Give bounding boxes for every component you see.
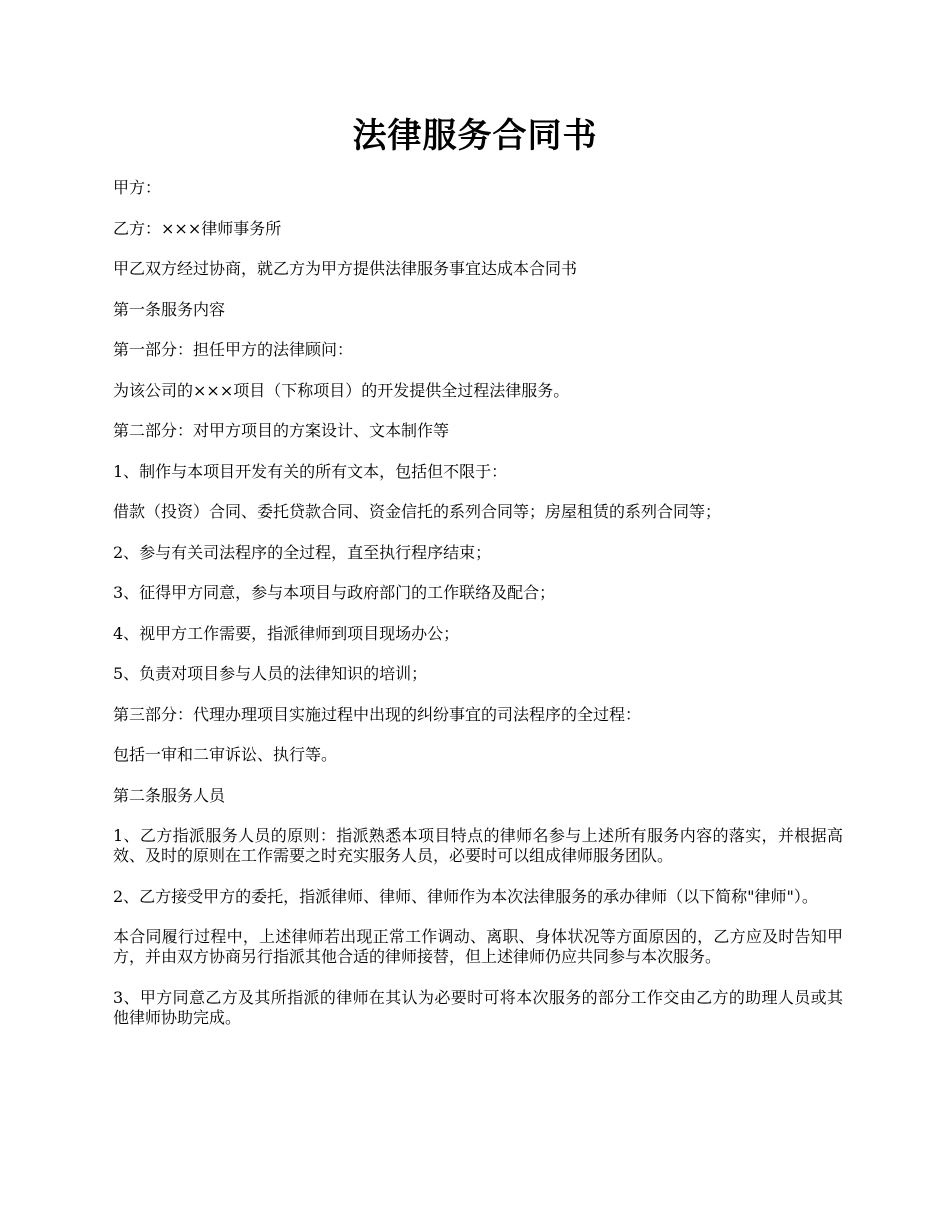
article-2-heading: 第二条服务人员 <box>113 785 226 805</box>
list-item-2: 2、参与有关司法程序的全过程，直至执行程序结束； <box>113 542 492 562</box>
list-item-4: 4、视甲方工作需要，指派律师到项目现场办公； <box>113 623 460 643</box>
party-a-line: 甲方： <box>113 178 162 197</box>
list-item-1: 1、制作与本项目开发有关的所有文本，包括但不限于： <box>113 461 508 481</box>
part-1-paragraph: 为该公司的×××项目（下称项目）的开发提供全过程法律服务。 <box>113 380 570 400</box>
article-2-item-2-note: 本合同履行过程中，上述律师若出现正常工作调动、离职、身体状况等方面原因的，乙方应及时告知甲方，并由双方协商另行指派其他合适的律师接替，但上述律师仍应共同参与本次服务。 <box>113 927 843 966</box>
list-item-1-detail: 借款（投资）合同、委托贷款合同、资金信托的系列合同等；房屋租赁的系列合同等； <box>113 502 722 521</box>
list-item-5: 5、负责对项目参与人员的法律知识的培训； <box>113 664 428 683</box>
part-1-heading: 第一部分：担任甲方的法律顾问： <box>113 340 354 359</box>
document-body <box>113 178 843 1048</box>
article-1-heading: 第一条服务内容 <box>113 299 226 319</box>
party-b-line: 乙方：×××律师事务所 <box>113 218 282 238</box>
part-3-heading: 第三部分：代理办理项目实施过程中出现的纠纷事宜的司法程序的全过程： <box>113 704 642 724</box>
part-3-paragraph: 包括一审和二审诉讼、执行等。 <box>113 745 338 764</box>
article-2-item-3: 3、甲方同意乙方及其所指派的律师在其认为必要时可将本次服务的部分工作交由乙方的助理人员或其他律师协助完成。 <box>113 987 843 1027</box>
list-item-3: 3、征得甲方同意，参与本项目与政府部门的工作联络及配合； <box>113 583 556 602</box>
document-title: 法律服务合同书 <box>352 116 598 156</box>
article-2-item-1: 1、乙方指派服务人员的原则：指派熟悉本项目特点的律师名参与上述所有服务内容的落实，并根据高效、及时的原则在工作需要之时充实服务人员，必要时可以组成律师服务团队。 <box>113 826 843 865</box>
intro-paragraph: 甲乙双方经过协商，就乙方为甲方提供法律服务事宜达成本合同书 <box>113 259 578 278</box>
article-2-item-2: 2、乙方接受甲方的委托，指派律师、律师、律师作为本次法律服务的承办律师（以下简称"律师"）。 <box>113 886 818 906</box>
part-2-heading: 第二部分：对甲方项目的方案设计、文本制作等 <box>113 421 450 440</box>
